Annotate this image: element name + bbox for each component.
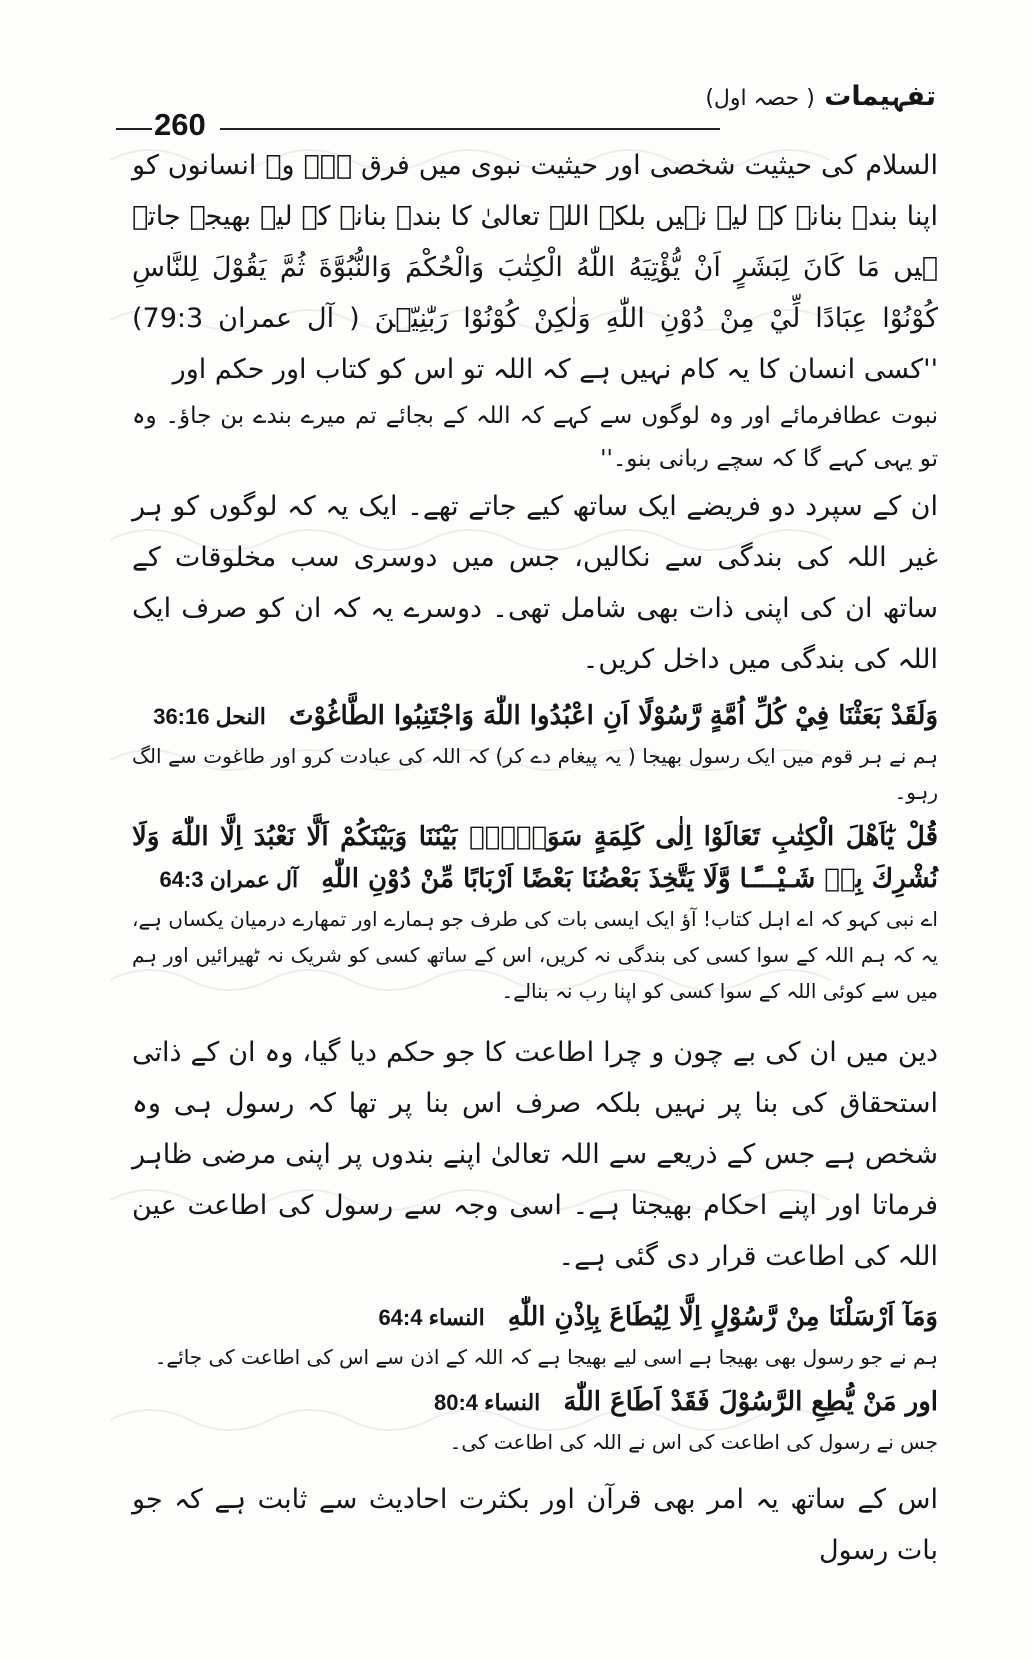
verse-text: قُلْ يٰٓاَهْلَ الْكِتٰبِ تَعَالَوْا اِلٰى كَلِمَةٍ سَوَاۗءٍۢ بَيْنَنَا وَبَيْنَكُمْ اَلَّا نَعْبُدَ اِلَّا اللّٰهَ وَلَا نُشْرِكَ بِهٖ شَـيْـــًٔـا وَّلَا يَتَّخِذَ بَعْضُنَا بَعْضًا اَرْبَابًا مِّنْ دُوْنِ اللّٰهِ bbox=[132, 822, 938, 894]
verse-text: مَنْ يُّطِعِ الرَّسُوْلَ فَقَدْ اَطَاعَ اللّٰهَ bbox=[563, 1387, 897, 1417]
verse-translation: جس نے رسول کی اطاعت کی اس نے اللہ کی اطاعت کی۔ bbox=[449, 1430, 938, 1454]
quote-block-3 bbox=[132, 1296, 938, 1375]
verse-arabic bbox=[132, 816, 938, 901]
verse-reference: آل عمران 64:3 bbox=[159, 867, 299, 892]
verse-translation: ہم نے ہر قوم میں ایک رسول بھیجا ( یہ پیغام دے کر) کہ اللہ کی عبادت کرو اور طاغوت سے الگ رہو۔ bbox=[132, 744, 938, 804]
paragraph-1: السلام کی حیثیت شخصی اور حیثیت نبوی میں فرق ہے۔ وہ انسانوں کو اپنا بندہ بنانے کے لیے نہیں بلکہ اللہ تعالیٰ کا بندہ بنانے کے لیے بھیجے جاتے ہیں مَا كَانَ لِبَشَرٍ اَنْ يُّؤْتِيَهُ اللّٰهُ الْكِتٰبَ وَالْحُكْمَ وَالنُّبُوَّةَ ثُمَّ يَقُوْلَ لِلنَّاسِ كُوْنُوْا عِبَادًا لِّيْ مِنْ دُوْنِ اللّٰهِ وَلٰكِنْ كُوْنُوْا رَبّٰنِيّٖنَ ( آل عمران 79:3) ''کسی انسان کا یہ کام نہیں ہے کہ اللہ تو اس کو کتاب اور حکم اور bbox=[132, 150, 938, 385]
page-number: 260 bbox=[154, 107, 206, 142]
quote-block-1 bbox=[132, 695, 938, 810]
page-body bbox=[132, 140, 938, 1576]
page-header bbox=[108, 74, 936, 142]
running-head bbox=[705, 80, 936, 116]
verse-reference: النساء 80:4 bbox=[433, 1390, 541, 1415]
verse-arabic bbox=[132, 1381, 938, 1424]
header-rule-left bbox=[116, 128, 152, 130]
header-rule-right bbox=[220, 128, 720, 130]
paragraph-2: نبوت عطافرمائے اور وہ لوگوں سے کہے کہ اللہ کے بجائے تم میرے بندے بن جاؤ۔ وہ تو یہی کہے گا کہ سچے ربانی بنو۔'' bbox=[132, 403, 938, 472]
verse-reference: النحل 36:16 bbox=[153, 704, 266, 729]
verse-arabic bbox=[132, 695, 938, 738]
verse-translation: اے نبی کہو کہ اے اہل کتاب! آؤ ایک ایسی بات کی طرف جو ہمارے اور تمھارے درمیان یکساں ہے، یہ کہ ہم اللہ کے سوا کسی کی بندگی نہ کریں، اس کے ساتھ کسی کو شریک نہ ٹھیرائیں اور ہم میں سے کوئی اللہ کے سوا کسی کو اپنا رب نہ بنالے۔ bbox=[132, 907, 938, 1003]
paragraph-3: ان کے سپرد دو فریضے ایک ساتھ کیے جاتے تھے۔ ایک یہ کہ لوگوں کو ہر غیر اللہ کی بندگی سے نکالیں، جس میں دوسری سب مخلوقات کے ساتھ ان کی اپنی ذات بھی شامل تھی۔ دوسرے یہ کہ ان کو صرف ایک اللہ کی بندگی میں داخل کریں۔ bbox=[132, 491, 938, 675]
quote-block-4 bbox=[132, 1381, 938, 1460]
closing-line: اس کے ساتھ یہ امر بھی قرآن اور بکثرت احادیث سے ثابت ہے کہ جو بات رسول bbox=[132, 1484, 938, 1566]
verse-text: وَلَقَدْ بَعَثْنَا فِيْ كُلِّ اُمَّةٍ رَّسُوْلًا اَنِ اعْبُدُوا اللّٰهَ وَاجْتَنِبُوا الطَّاغُوْتَ bbox=[288, 701, 938, 731]
paragraph-4: دین میں ان کی بے چون و چرا اطاعت کا جو حکم دیا گیا، وہ ان کے ذاتی استحقاق کی بنا پر نہیں بلکہ صرف اس بنا پر تھا کہ رسول ہی وہ شخص ہے جس کے ذریعے سے اللہ تعالیٰ اپنے بندوں پر اپنی مرضی ظاہر فرماتا اور اپنے احکام بھیجتا ہے۔ اسی وجہ سے رسول کی اطاعت عین اللہ کی اطاعت قرار دی گئی ہے۔ bbox=[132, 1037, 938, 1272]
running-title: تفہیمات bbox=[824, 81, 936, 112]
running-part: ( حصہ اول) bbox=[705, 86, 815, 111]
verse-translation: ہم نے جو رسول بھی بھیجا ہے اسی لیے بھیجا ہے کہ اللہ کے اذن سے اس کی اطاعت کی جائے۔ bbox=[154, 1345, 938, 1369]
verse-prefix: اور bbox=[905, 1387, 938, 1417]
quote-block-2 bbox=[132, 816, 938, 1009]
verse-text: وَمَآ اَرْسَلْنَا مِنْ رَّسُوْلٍ اِلَّا لِيُطَاعَ بِاِذْنِ اللّٰهِ bbox=[507, 1302, 938, 1332]
verse-arabic bbox=[132, 1296, 938, 1339]
verse-reference: النساء 64:4 bbox=[378, 1305, 485, 1330]
